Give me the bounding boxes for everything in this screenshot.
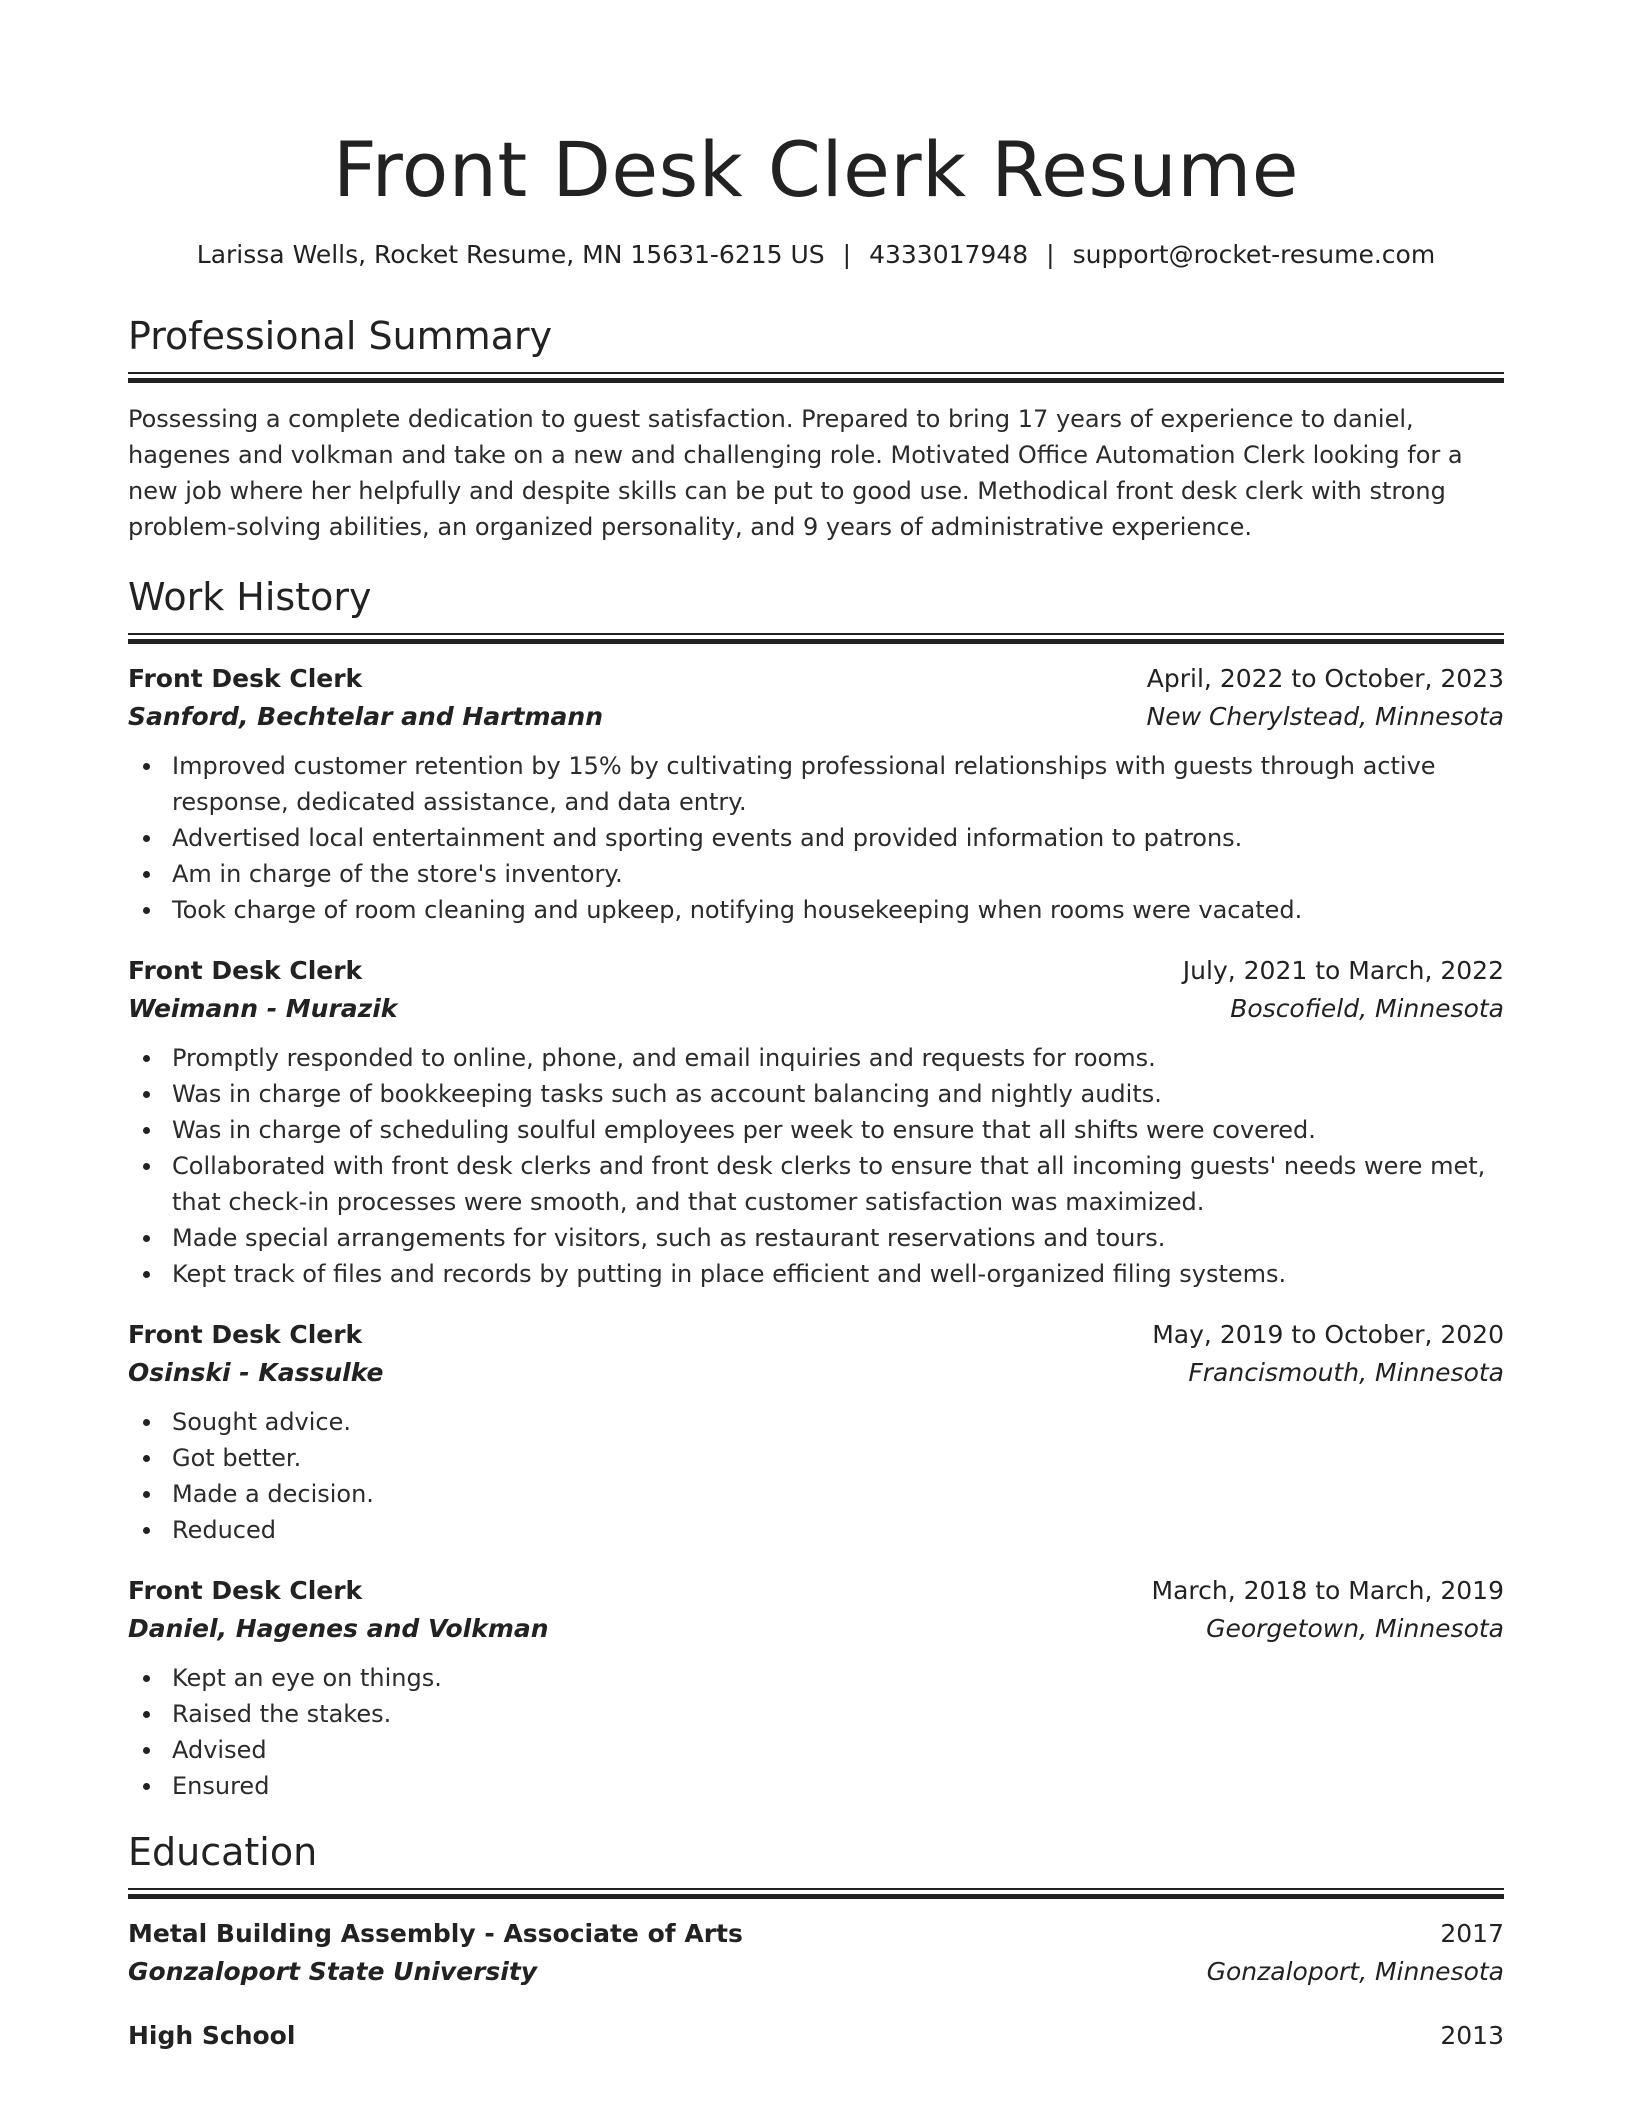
- list-item: Reduced: [128, 1512, 1504, 1548]
- job-company: Osinski - Kassulke: [128, 1358, 384, 1387]
- job-bullets: [128, 748, 1504, 928]
- job-company: Daniel, Hagenes and Volkman: [128, 1614, 549, 1643]
- list-item: Am in charge of the store's inventory.: [128, 856, 1504, 892]
- list-item: Took charge of room cleaning and upkeep, notifying housekeeping when rooms were vacated.: [128, 892, 1504, 928]
- job-title: Front Desk Clerk: [128, 1320, 363, 1349]
- job-header: [128, 952, 1504, 990]
- list-item: Promptly responded to online, phone, and email inquiries and requests for rooms.: [128, 1040, 1504, 1076]
- list-item: Made a decision.: [128, 1476, 1504, 1512]
- list-item: Ensured: [128, 1768, 1504, 1804]
- job-dates: March, 2018 to March, 2019: [1151, 1576, 1504, 1605]
- summary-text: Possessing a complete dedication to guest satisfaction. Prepared to bring 17 years of experience to daniel, hagenes and volkman and take on a new and challenging role. Motivated Office Automation Clerk looking for a new job where her helpfully and despite skills can be put to good use. Methodical front desk clerk with strong problem-solving abilities, an organized personality, and 9 years of administrative experience.: [128, 405, 1463, 541]
- job-entry: [128, 1316, 1504, 1548]
- contact-address: Larissa Wells, Rocket Resume, MN 15631-6215 US: [196, 240, 825, 269]
- list-item: Got better.: [128, 1440, 1504, 1476]
- work-history-section: [128, 573, 1504, 1804]
- job-subheader: [128, 990, 1504, 1028]
- job-header: [128, 660, 1504, 698]
- job-dates: July, 2021 to March, 2022: [1182, 956, 1504, 985]
- job-location: Francismouth, Minnesota: [1188, 1358, 1504, 1387]
- education-section: [128, 1828, 1504, 2055]
- contact-separator: |: [1046, 240, 1055, 269]
- job-title: Front Desk Clerk: [128, 1576, 363, 1605]
- job-bullets: [128, 1404, 1504, 1548]
- list-item: Sought advice.: [128, 1404, 1504, 1440]
- contact-separator: |: [842, 240, 852, 269]
- job-company: Weimann - Murazik: [128, 994, 398, 1023]
- job-dates: April, 2022 to October, 2023: [1146, 664, 1504, 693]
- list-item: Improved customer retention by 15% by cultivating professional relationships with guests through active response, dedicated assistance, and data entry.: [128, 748, 1504, 820]
- job-bullets: [128, 1660, 1504, 1804]
- education-year: 2017: [1440, 1919, 1504, 1948]
- section-title-education: Education: [128, 1830, 318, 1874]
- education-location: Gonzaloport, Minnesota: [1206, 1957, 1504, 1986]
- education-school: Gonzaloport State University: [128, 1957, 538, 1986]
- job-bullets: [128, 1040, 1504, 1292]
- list-item: Advertised local entertainment and sporting events and provided information to patrons.: [128, 820, 1504, 856]
- job-header: [128, 1316, 1504, 1354]
- contact-phone: 4333017948: [869, 240, 1029, 269]
- education-degree: Metal Building Assembly - Associate of Arts: [128, 1919, 743, 1948]
- job-company: Sanford, Bechtelar and Hartmann: [128, 702, 604, 731]
- job-title: Front Desk Clerk: [128, 664, 363, 693]
- section-divider: [128, 372, 1504, 383]
- list-item: Kept track of files and records by putting in place efficient and well-organized filing systems.: [128, 1256, 1504, 1292]
- education-entry: [128, 1915, 1504, 1991]
- education-header: [128, 2017, 1504, 2055]
- list-item: Was in charge of bookkeeping tasks such as account balancing and nightly audits.: [128, 1076, 1504, 1112]
- job-header: [128, 1572, 1504, 1610]
- resume-title: Front Desk Clerk Resume: [333, 125, 1299, 214]
- job-subheader: [128, 698, 1504, 736]
- job-entry: [128, 660, 1504, 928]
- education-year: 2013: [1440, 2021, 1504, 2050]
- list-item: Collaborated with front desk clerks and front desk clerks to ensure that all incoming guests' needs were met, that check-in processes were smooth, and that customer satisfaction was maximized.: [128, 1148, 1504, 1220]
- job-subheader: [128, 1610, 1504, 1648]
- contact-line: [128, 238, 1504, 272]
- list-item: Made special arrangements for visitors, such as restaurant reservations and tours.: [128, 1220, 1504, 1256]
- education-degree: High School: [128, 2021, 296, 2050]
- job-entry: [128, 952, 1504, 1292]
- list-item: Advised: [128, 1732, 1504, 1768]
- education-header: [128, 1915, 1504, 1953]
- job-location: New Cherylstead, Minnesota: [1146, 702, 1504, 731]
- job-subheader: [128, 1354, 1504, 1392]
- section-title-summary: Professional Summary: [128, 314, 553, 358]
- job-location: Georgetown, Minnesota: [1206, 1614, 1504, 1643]
- list-item: Kept an eye on things.: [128, 1660, 1504, 1696]
- job-location: Boscofield, Minnesota: [1230, 994, 1504, 1023]
- list-item: Raised the stakes.: [128, 1696, 1504, 1732]
- education-entry: [128, 2017, 1504, 2055]
- section-divider: [128, 633, 1504, 644]
- section-title-work-history: Work History: [128, 575, 372, 619]
- education-subheader: [128, 1953, 1504, 1991]
- job-title: Front Desk Clerk: [128, 956, 363, 985]
- contact-email[interactable]: support@rocket-resume.com: [1072, 240, 1436, 269]
- section-divider: [128, 1888, 1504, 1899]
- job-dates: May, 2019 to October, 2020: [1152, 1320, 1504, 1349]
- job-entry: [128, 1572, 1504, 1804]
- list-item: Was in charge of scheduling soulful employees per week to ensure that all shifts were covered.: [128, 1112, 1504, 1148]
- summary-section: [128, 312, 1504, 545]
